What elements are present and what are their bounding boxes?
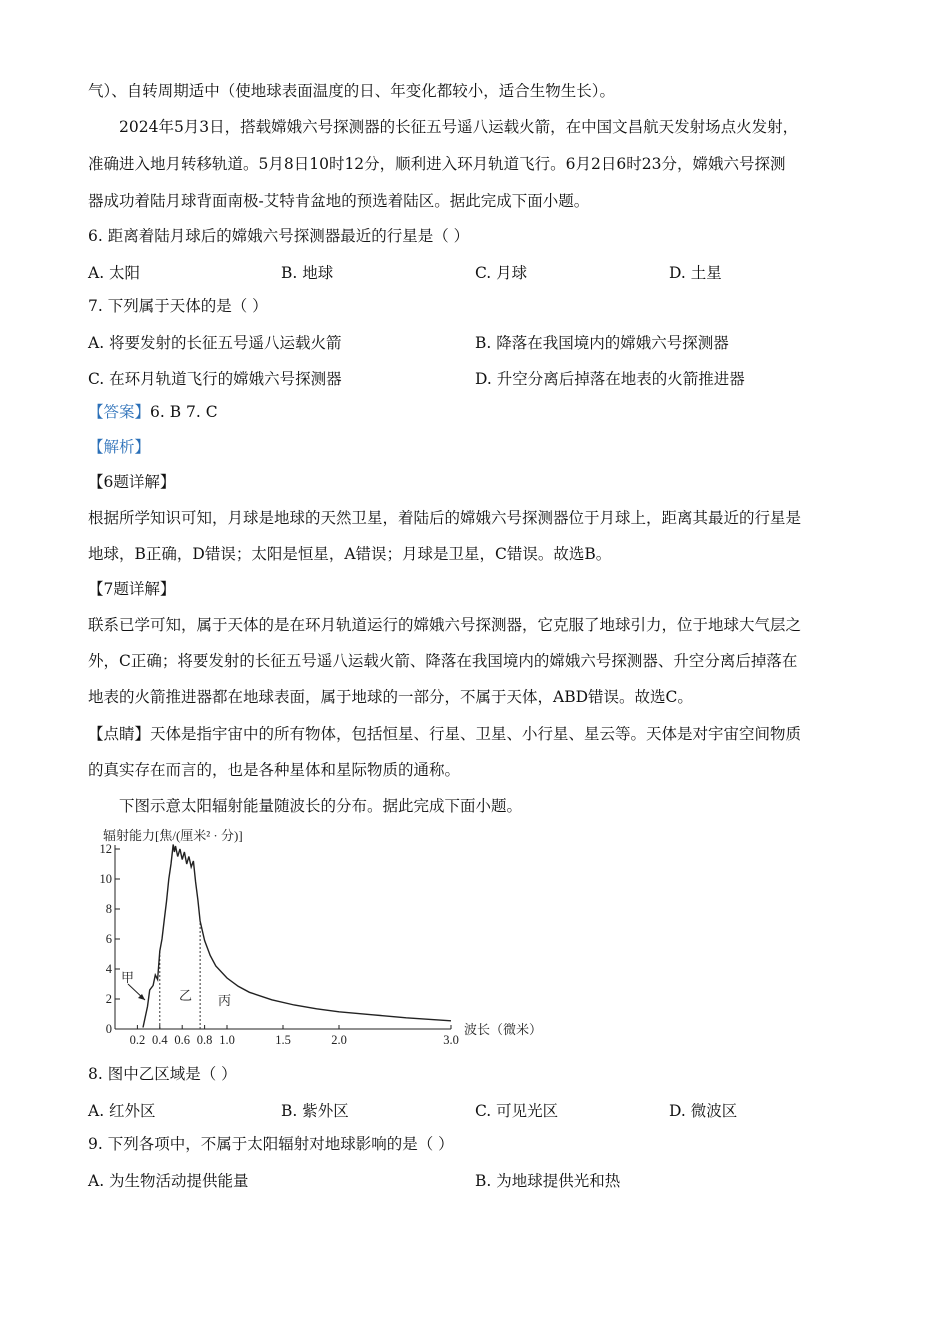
- q7-option-b: B. 降落在我国境内的嫦娥六号探测器: [475, 334, 729, 352]
- region-label-jia: 甲: [121, 970, 135, 985]
- answer-label: 【答案】: [88, 403, 151, 421]
- tip-line: [88, 724, 801, 744]
- region-label-bing: 丙: [218, 993, 232, 1008]
- detail7-line: 地表的火箭推进器都在地球表面，属于地球的一部分，不属于天体，ABD错误。故选C。: [88, 688, 693, 706]
- q9-options: [88, 1169, 868, 1189]
- passage-line: 器成功着陆月球背面南极-艾特肯盆地的预选着陆区。据此完成下面小题。: [88, 192, 590, 210]
- q7-option-d: D. 升空分离后掉落在地表的火箭推进器: [475, 370, 745, 388]
- q8-stem: 8. 图中乙区域是（ ）: [88, 1065, 237, 1083]
- q6-options: [88, 261, 868, 281]
- q8-option-b: B. 紫外区: [281, 1102, 349, 1120]
- q7-options-row2: [88, 367, 868, 387]
- y-tick-label: 4: [105, 962, 112, 976]
- q6-option-d: D. 土星: [669, 264, 722, 282]
- x-tick-label: 0.2: [129, 1033, 146, 1047]
- detail7-line: 联系已学可知，属于天体的是在环月轨道运行的嫦娥六号探测器，它克服了地球引力，位于地球大气层之: [88, 616, 802, 634]
- solar-radiation-chart: [95, 822, 555, 1052]
- q7-options-row1: [88, 331, 868, 351]
- tip-line: 的真实存在而言的，也是各种星体和星际物质的通称。: [88, 761, 461, 779]
- figure-intro: 下图示意太阳辐射能量随波长的分布。据此完成下面小题。: [119, 797, 523, 815]
- q8-option-c: C. 可见光区: [475, 1102, 559, 1120]
- detail6-line: 地球，B正确，D错误；太阳是恒星，A错误；月球是卫星，C错误。故选B。: [88, 545, 612, 563]
- x-tick-label: 0.6: [174, 1033, 191, 1047]
- q8-option-d: D. 微波区: [669, 1102, 738, 1120]
- answer-text: 6. B 7. C: [150, 403, 218, 421]
- q9-stem: 9. 下列各项中，不属于太阳辐射对地球影响的是（ ）: [88, 1135, 454, 1153]
- x-tick-label: 0.8: [196, 1033, 213, 1047]
- q6-option-b: B. 地球: [281, 264, 334, 282]
- q9-option-b: B. 为地球提供光和热: [475, 1172, 621, 1190]
- q7-option-a: A. 将要发射的长征五号遥八运载火箭: [88, 334, 342, 352]
- x-tick-label: 1.0: [219, 1033, 235, 1047]
- detail7-label: 【7题详解】: [88, 580, 176, 598]
- x-tick-label: 2.0: [331, 1033, 347, 1047]
- intro-tail: 气）、自转周期适中（使地球表面温度的日、年变化都较小，适合生物生长）。: [88, 82, 616, 100]
- detail6-line: 根据所学知识可知，月球是地球的天然卫星，着陆后的嫦娥六号探测器位于月球上，距离其最近的行星是: [88, 509, 802, 527]
- y-axis-label: 辐射能力[焦/(厘米² · 分)]: [103, 828, 243, 843]
- y-tick-label: 12: [99, 842, 112, 856]
- region-dividers: [160, 921, 200, 1029]
- y-tick-label: 2: [105, 992, 112, 1006]
- q9-option-a: A. 为生物活动提供能量: [88, 1172, 249, 1190]
- chart-axes: [115, 845, 451, 1029]
- passage-line: 2024年5月3日，搭载嫦娥六号探测器的长征五号遥八运载火箭，在中国文昌航天发射场点火发射，: [119, 118, 799, 136]
- detail6-label: 【6题详解】: [88, 473, 176, 491]
- detail7-line: 外，C正确；将要发射的长征五号遥八运载火箭、降落在我国境内的嫦娥六号探测器、升空分离后掉落在: [88, 652, 798, 670]
- x-tick-label: 1.5: [275, 1033, 291, 1047]
- y-tick-label: 8: [105, 902, 112, 916]
- y-tick-label: 0: [105, 1022, 112, 1036]
- q7-stem: 7. 下列属于天体的是（ ）: [88, 297, 268, 315]
- analysis-label: 【解析】: [88, 438, 151, 456]
- q8-option-a: A. 红外区: [88, 1102, 156, 1120]
- x-ticks: [130, 1025, 459, 1047]
- region-label-yi: 乙: [179, 988, 193, 1003]
- q6-option-a: A. 太阳: [88, 264, 141, 282]
- y-tick-label: 6: [105, 932, 112, 946]
- q7-option-c: C. 在环月轨道飞行的嫦娥六号探测器: [88, 370, 342, 388]
- x-tick-label: 0.4: [151, 1033, 168, 1047]
- q6-stem: 6. 距离着陆月球后的嫦娥六号探测器最近的行星是（ ）: [88, 227, 470, 245]
- y-ticks: [100, 842, 121, 1036]
- answer-line: [88, 402, 218, 422]
- tip-label: 【点睛】: [88, 725, 151, 743]
- x-axis-label: 波长（微米）: [464, 1022, 543, 1037]
- passage-line: 准确进入地月转移轨道。5月8日10时12分，顺利进入环月轨道飞行。6月2日6时23分，嫦娥六号探测: [88, 155, 786, 173]
- q8-options: [88, 1099, 868, 1119]
- q6-option-c: C. 月球: [475, 264, 528, 282]
- x-tick-label: 3.0: [443, 1033, 459, 1047]
- y-tick-label: 10: [99, 872, 112, 886]
- tip-text: 天体是指宇宙中的所有物体，包括恒星、行星、卫星、小行星、星云等。天体是对宇宙空间物质: [150, 725, 802, 743]
